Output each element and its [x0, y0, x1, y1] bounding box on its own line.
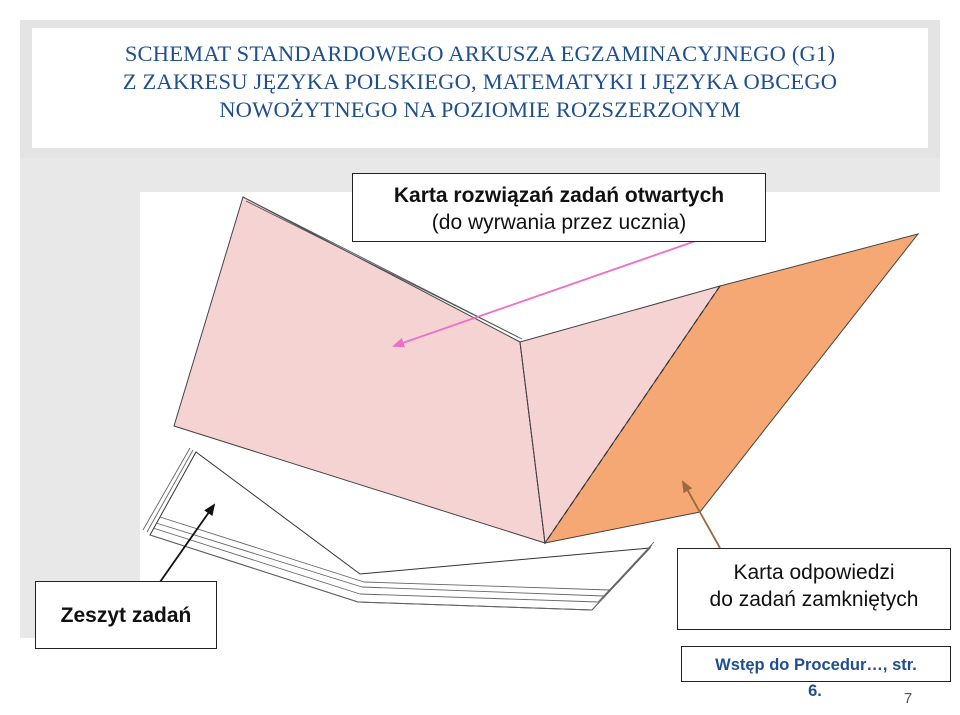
callout-open-tasks-sheet: [352, 173, 766, 242]
reference-page: 6.: [808, 682, 822, 700]
callout-answer-line-2: do zadań zamkniętych: [709, 588, 919, 611]
callout-open-tasks-line-2: (do wyrwania przez ucznia): [431, 211, 687, 234]
callout-task-booklet: Zeszyt zadań: [35, 581, 217, 649]
reference-link[interactable]: Wstęp do Procedur…, str.: [681, 646, 951, 682]
callout-answer-line-1: Karta odpowiedzi: [733, 561, 895, 584]
title-line-2: Z ZAKRESU JĘZYKA POLSKIEGO, MATEMATYKI I JĘZYKA OBCEGO: [122, 69, 838, 94]
title-line-3: NOWOŻYTNEGO NA POZIOMIE ROZSZERZONYM: [219, 97, 741, 122]
callout-open-tasks-line-1: Karta rozwiązań zadań otwartych: [393, 184, 725, 207]
page-number: 7: [903, 690, 913, 707]
title-line-1: SCHEMAT STANDARDOWEGO ARKUSZA EGZAMINACYJNEGO (G1): [124, 41, 836, 66]
callout-answer-sheet: [677, 548, 951, 630]
